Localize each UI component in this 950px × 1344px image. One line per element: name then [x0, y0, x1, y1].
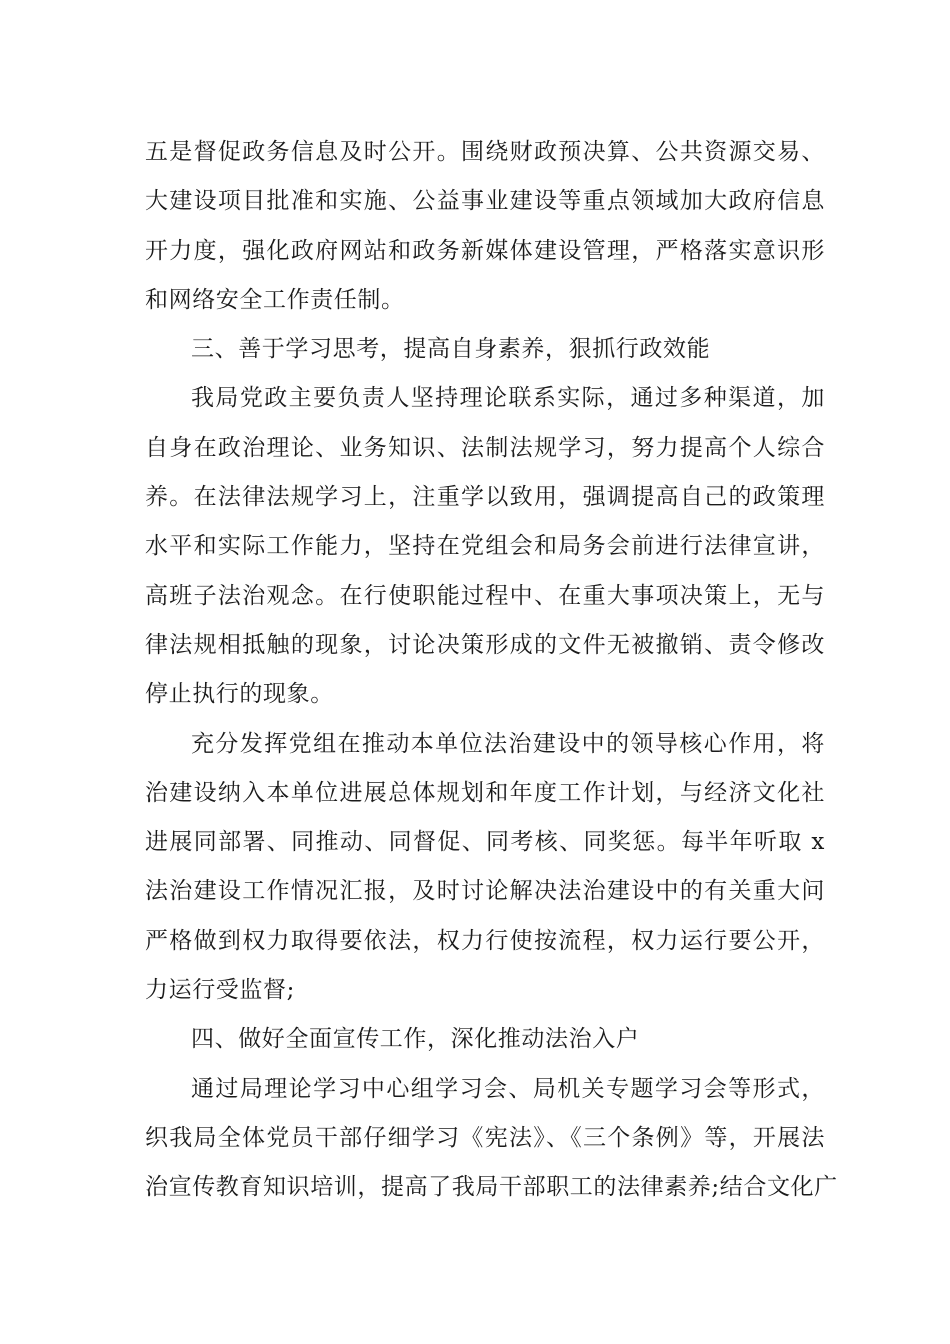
text-line: 水平和实际工作能力，坚持在党组会和局务会前进行法律宣讲， [145, 533, 825, 560]
text-line: 法治建设工作情况汇报，及时讨论解决法治建设中的有关重大问 [145, 878, 825, 905]
text-line: 力运行受监督; [145, 977, 295, 1004]
paragraph [145, 128, 825, 325]
text-line: 和网络安全工作责任制。 [145, 286, 405, 313]
text-line: 开力度，强化政府网站和政务新媒体建设管理，严格落实意识形 [145, 237, 825, 264]
text-line: 高班子法治观念。在行使职能过程中、在重大事项决策上，无与 [145, 582, 825, 609]
text-line: 三、善于学习思考，提高自身素养，狠抓行政效能 [191, 336, 711, 363]
text-line: 严格做到权力取得要依法，权力行使按流程，权力运行要公开， [145, 927, 825, 954]
paragraph [145, 720, 825, 1016]
text-line: 四、做好全面宣传工作，深化推动法治入户 [191, 1026, 640, 1053]
text-line: 治建设纳入本单位进展总体规划和年度工作计划，与经济文化社 [145, 779, 825, 806]
text-line: 自身在政治理论、业务知识、法制法规学习，努力提高个人综合 [145, 434, 825, 461]
text-line: 通过局理论学习中心组学习会、局机关专题学习会等形式， [191, 1075, 825, 1102]
text-line: 五是督促政务信息及时公开。围绕财政预决算、公共资源交易、 [145, 139, 825, 165]
paragraph [145, 374, 825, 719]
text-line: 我局党政主要负责人坚持理论联系实际，通过多种渠道，加 [191, 385, 825, 412]
text-line: 停止执行的现象。 [145, 681, 334, 708]
text-line: 充分发挥党组在推动本单位法治建设中的领导核心作用，将 [191, 730, 825, 757]
text-line: 织我局全体党员干部仔细学习《宪法》、《三个条例》等，开展法 [145, 1124, 825, 1151]
section-heading [145, 1015, 825, 1064]
section-heading [145, 325, 825, 374]
text-line: 大建设项目批准和实施、公益事业建设等重点领域加大政府信息 [145, 188, 825, 215]
text-line: 养。在法律法规学习上，注重学以致用，强调提高自己的政策理 [145, 484, 825, 511]
text-line: 律法规相抵触的现象，讨论决策形成的文件无被撤销、责令修改 [145, 631, 825, 658]
document-body [145, 128, 838, 1213]
paragraph [145, 1065, 838, 1213]
text-line: 治宣传教育知识培训，提高了我局干部职工的法律素养;结合文化广 [145, 1174, 838, 1201]
text-line: 进展同部署、同推动、同督促、同考核、同奖惩。每半年听取 x [145, 829, 825, 856]
